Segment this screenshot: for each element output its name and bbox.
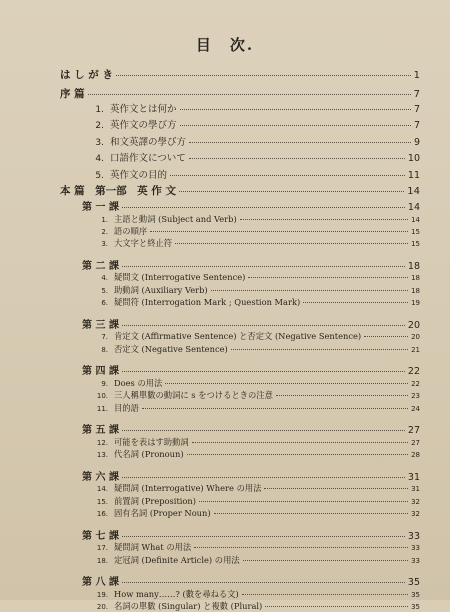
toc-item-row — [92, 377, 420, 389]
toc-lesson-row — [82, 468, 420, 483]
entry-label: 口語作文について — [110, 153, 186, 164]
entry-number: 6. — [101, 299, 108, 307]
toc-lesson-row — [82, 573, 420, 588]
dot-leader — [150, 231, 408, 232]
toc-sec-row — [92, 117, 420, 131]
dot-leader — [122, 325, 405, 326]
entry-label: 英作文の學び方 — [110, 120, 177, 131]
entry-label: 第 一 課 — [82, 202, 119, 213]
dot-leader — [211, 290, 408, 291]
entry-label: 大文字と終止符 — [114, 238, 173, 249]
entry-number: 11. — [96, 404, 108, 413]
page-number: 28 — [411, 451, 420, 460]
dot-leader — [189, 142, 411, 143]
entry-label: 名詞の單數 (Singular) と複數 (Plural) — [114, 601, 263, 612]
toc-item-row — [92, 330, 420, 342]
dot-leader — [189, 158, 405, 159]
entry-label: 第 六 課 — [82, 471, 119, 483]
entry-number: 20. — [96, 603, 108, 612]
entry-label: 定冠詞 (Definite Article) の用法 — [114, 554, 240, 565]
entry-label: 否定文 (Negative Sentence) — [114, 343, 228, 354]
entry-label: 語の順序 — [114, 225, 148, 236]
entry-label: 疑問符 (Interrogation Mark ; Question Mark) — [114, 297, 301, 307]
entry-label: 本 篇 第一部 英 作 文 — [60, 185, 176, 197]
entry-number: 16. — [96, 510, 108, 518]
dot-leader — [122, 266, 405, 267]
entry-number: 5. — [95, 171, 104, 181]
page-number: 27 — [407, 425, 420, 437]
page-number: 31 — [407, 471, 420, 483]
toc-item-row — [92, 495, 420, 507]
entry-number: 4. — [95, 154, 104, 164]
page-number: 24 — [411, 404, 420, 413]
entry-label: 第 八 課 — [82, 577, 119, 589]
entry-number: 3. — [101, 240, 108, 249]
page-number: 7 — [413, 89, 420, 100]
entry-number: 4. — [101, 274, 108, 283]
dot-leader — [122, 582, 405, 583]
entry-label: 第 三 課 — [82, 319, 119, 331]
page-number: 14 — [411, 215, 420, 224]
entry-label: How many……? (數を尋ねる文) — [114, 588, 239, 599]
entry-number: 9. — [101, 379, 108, 388]
page-number: 23 — [411, 392, 420, 401]
page-number: 7 — [413, 120, 420, 131]
toc-item-row — [92, 448, 420, 460]
page-number: 18 — [407, 260, 420, 272]
entry-number: 15. — [96, 497, 108, 506]
dot-leader — [122, 536, 405, 537]
dot-leader — [242, 594, 408, 595]
dot-leader — [180, 125, 411, 126]
dot-leader — [122, 477, 405, 478]
entry-number: 5. — [101, 286, 108, 295]
page-number: 31 — [411, 485, 420, 494]
toc-part-row — [60, 86, 420, 101]
entry-number: 17. — [96, 544, 108, 553]
page-number: 20 — [411, 333, 420, 342]
dot-leader — [364, 336, 408, 337]
dot-leader — [187, 454, 409, 455]
dot-leader — [192, 442, 408, 443]
toc-item-row — [92, 296, 420, 308]
toc-lesson-row — [82, 362, 420, 377]
page-number: 9 — [413, 137, 420, 148]
entry-label: 可能を表はす助動詞 — [114, 436, 189, 447]
entry-label: 疑問詞 What の用法 — [114, 542, 192, 553]
page-number: 35 — [411, 603, 420, 612]
toc-lesson-row — [82, 316, 420, 331]
entry-label: 前置詞 (Preposition) — [114, 495, 197, 506]
page-number: 15 — [411, 240, 420, 249]
dot-leader — [231, 349, 408, 350]
entry-label: 三人稱單數の動詞に s をつけるときの注意 — [114, 390, 273, 401]
dot-leader — [240, 219, 408, 220]
toc-sec-row — [92, 101, 420, 115]
page-number: 18 — [411, 286, 420, 295]
entry-label: は し が き — [60, 69, 113, 81]
toc-item-row — [92, 343, 420, 355]
page-number: 14 — [407, 186, 420, 197]
entry-label: 疑問詞 (Interrogative) Where の用法 — [114, 483, 262, 494]
toc-sec-row — [92, 167, 420, 181]
entry-number: 7. — [101, 333, 108, 342]
toc-item-row — [92, 436, 420, 448]
toc-item-row — [92, 237, 420, 249]
toc-item-row — [92, 588, 420, 600]
page-number: 10 — [407, 153, 420, 164]
entry-number: 18. — [96, 556, 108, 565]
entry-number: 12. — [96, 438, 108, 447]
page-number: 20 — [407, 319, 420, 331]
entry-label: 代名詞 (Pronoun) — [114, 449, 184, 460]
dot-leader — [88, 94, 411, 95]
page-number: 18 — [411, 274, 420, 283]
page-number: 21 — [411, 345, 420, 354]
entry-label: 疑問文 (Interrogative Sentence) — [114, 272, 246, 283]
entry-label: 和文英譯の學び方 — [110, 137, 187, 148]
dot-leader — [116, 75, 411, 76]
toc-part-row — [60, 183, 420, 198]
page-number: 27 — [411, 438, 420, 447]
entry-label: 助動詞 (Auxiliary Verb) — [114, 284, 208, 295]
dot-leader — [248, 277, 408, 278]
toc-item-row — [92, 389, 420, 401]
page-number: 35 — [411, 590, 420, 599]
entry-label: 第 四 課 — [82, 366, 119, 378]
dot-leader — [265, 606, 408, 607]
page-number: 33 — [411, 556, 420, 565]
toc-lesson-row — [82, 421, 420, 436]
entry-number: 13. — [96, 451, 108, 460]
page-number: 15 — [411, 227, 420, 236]
toc-item-row — [92, 271, 420, 283]
entry-number: 2. — [101, 227, 108, 236]
entry-number: 3. — [95, 138, 104, 148]
toc-item-row — [92, 541, 420, 553]
dot-leader — [122, 430, 405, 431]
dot-leader — [303, 302, 408, 303]
toc-item-row — [92, 225, 420, 237]
entry-label: 固有名詞 (Proper Noun) — [114, 508, 211, 518]
entry-label: 英作文の目的 — [110, 170, 168, 181]
entry-number: 19. — [96, 590, 108, 599]
toc-item-row — [92, 507, 420, 519]
page-number: 11 — [407, 170, 420, 181]
entry-label: 主語と動詞 (Subject and Verb) — [114, 213, 237, 224]
entry-label: 肯定文 (Affirmative Sentence) と否定文 (Negative Sentence) — [114, 331, 362, 342]
dot-leader — [264, 488, 408, 489]
entry-number: 8. — [101, 345, 108, 354]
page-number: 35 — [407, 577, 420, 589]
toc-item-row — [92, 600, 420, 612]
dot-leader — [243, 560, 408, 561]
dot-leader — [142, 408, 408, 409]
toc-lesson-row — [82, 527, 420, 542]
entry-number: 14. — [96, 485, 108, 494]
page-title: 目 次. — [195, 36, 255, 54]
page-number: 22 — [407, 366, 420, 378]
entry-number: 1. — [101, 215, 108, 224]
dot-leader — [165, 383, 408, 384]
page-number: 14 — [407, 202, 420, 213]
dot-leader — [194, 547, 408, 548]
entry-number: 2. — [95, 121, 104, 131]
dot-leader — [122, 207, 405, 208]
page-number: 7 — [413, 104, 420, 115]
entry-label: 序 篇 — [60, 88, 85, 100]
page-number: 32 — [411, 510, 420, 518]
dot-leader — [179, 191, 404, 192]
toc-lesson-row — [82, 198, 420, 213]
dot-leader — [175, 243, 408, 244]
entry-label: 第 七 課 — [82, 530, 119, 542]
dot-leader — [199, 501, 408, 502]
dot-leader — [122, 371, 405, 372]
entry-label: 英作文とは何か — [110, 104, 177, 115]
toc-sec-row — [92, 134, 420, 148]
entry-number: 1. — [95, 105, 104, 115]
page-number: 33 — [411, 544, 420, 553]
dot-leader — [276, 395, 408, 396]
dot-leader — [214, 513, 408, 514]
toc-item-row — [92, 554, 420, 566]
dot-leader — [180, 109, 411, 110]
entry-number: 10. — [96, 392, 108, 401]
entry-label: 目的語 — [114, 402, 139, 413]
dot-leader — [170, 175, 405, 176]
entry-label: 第 二 課 — [82, 260, 119, 272]
entry-label: 第 五 課 — [82, 425, 119, 437]
page-number: 19 — [411, 299, 420, 307]
entry-label: Does の用法 — [114, 377, 163, 388]
toc-item-row — [92, 284, 420, 296]
toc-part-row — [60, 67, 420, 82]
toc-item-row — [92, 402, 420, 414]
page-number: 32 — [411, 497, 420, 506]
toc-item-row — [92, 482, 420, 494]
page-number: 33 — [407, 530, 420, 542]
toc-lesson-row — [82, 257, 420, 272]
toc-item-row — [92, 213, 420, 225]
page-number: 1 — [413, 70, 420, 81]
toc-sec-row — [92, 150, 420, 164]
page-number: 22 — [411, 379, 420, 388]
